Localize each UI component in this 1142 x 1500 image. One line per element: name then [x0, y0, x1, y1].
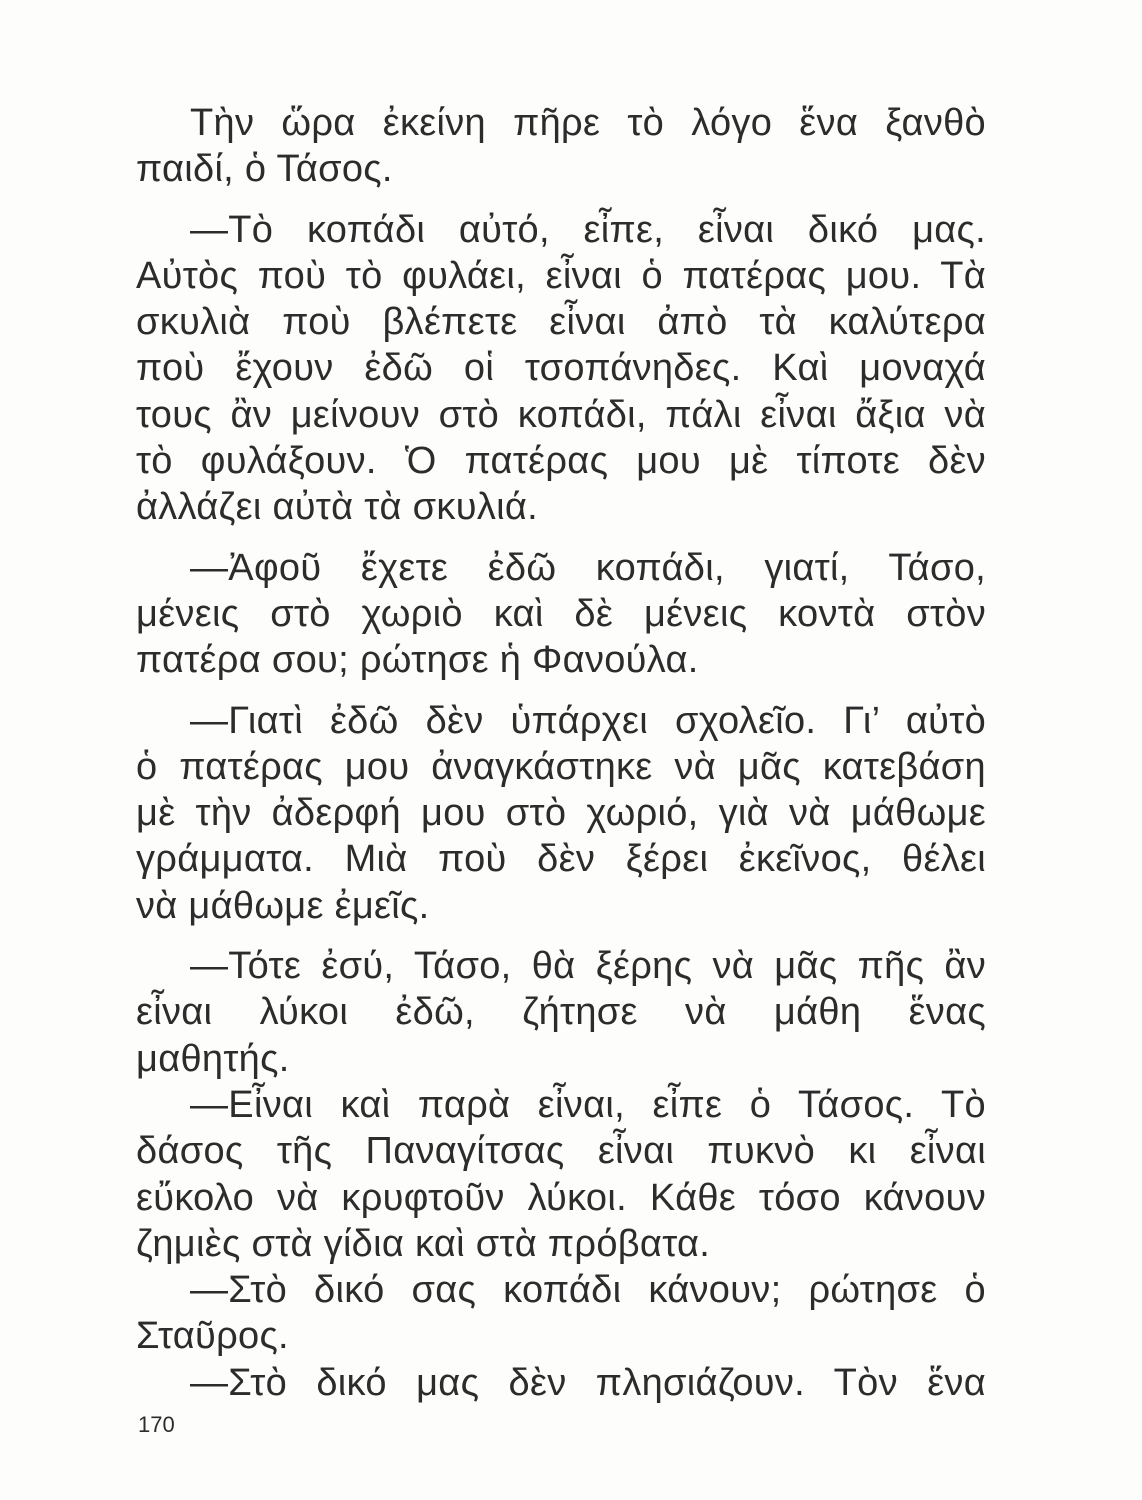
- text-line: εὔκολο νὰ κρυφτοῦν λύκοι. Κάθε τόσο κάνουν: [136, 1176, 986, 1219]
- text-line: τους ἂν μείνουν στὸ κοπάδι, πάλι εἶναι ἄξια νὰ: [136, 393, 986, 436]
- text-line: —Γιατὶ ἐδῶ δὲν ὑπάρχει σχολεῖο. Γι’ αὐτὸ: [190, 699, 986, 742]
- text-line: —Ἀφοῦ ἔχετε ἐδῶ κοπάδι, γιατί, Τάσο,: [190, 546, 986, 589]
- text-line: —Εἶναι καὶ παρὰ εἶναι, εἶπε ὁ Τάσος. Τὸ: [190, 1083, 986, 1126]
- page-number: 170: [138, 1412, 175, 1437]
- text-line: δάσος τῆς Παναγίτσας εἶναι πυκνὸ κι εἶναι: [136, 1130, 986, 1173]
- text-line: μένεις στὸ χωριὸ καὶ δὲ μένεις κοντὰ στὸν: [136, 592, 986, 635]
- text-line: τὸ φυλάξουν. Ὁ πατέρας μου μὲ τίποτε δὲν: [136, 440, 986, 483]
- body-text: [136, 100, 986, 1406]
- text-line: ἀλλάζει αὐτὰ τὰ σκυλιά.: [136, 486, 538, 529]
- text-line: Τὴν ὥρα ἐκείνη πῆρε τὸ λόγο ἕνα ξανθὸ: [190, 102, 986, 144]
- text-line: —Στὸ δικό μας δὲν πλησιάζουν. Τὸν ἕνα: [190, 1361, 986, 1404]
- text-line: Σταῦρος.: [136, 1315, 289, 1358]
- text-line: ποὺ ἔχουν ἐδῶ οἱ τσοπάνηδες. Καὶ μοναχά: [136, 347, 986, 390]
- text-line: ὁ πατέρας μου ἀναγκάστηκε νὰ μᾶς κατεβάση: [136, 745, 986, 788]
- text-line: Αὐτὸς ποὺ τὸ φυλάει, εἶναι ὁ πατέρας μου. Τὰ: [136, 254, 986, 297]
- paragraph-gap: [136, 929, 986, 943]
- text-line: παιδί, ὁ Τάσος.: [136, 148, 393, 191]
- paragraph-gap: [136, 193, 986, 207]
- text-line: ζημιὲς στὰ γίδια καὶ στὰ πρόβατα.: [136, 1222, 711, 1265]
- text-line: γράμματα. Μιὰ ποὺ δὲν ξέρει ἐκεῖνος, θέλει: [136, 838, 986, 881]
- text-line: μαθητής.: [136, 1037, 290, 1080]
- text-line: —Τὸ κοπάδι αὐτό, εἶπε, εἶναι δικό μας.: [190, 208, 986, 251]
- text-line: —Τότε ἐσύ, Τάσο, θὰ ξέρης νὰ μᾶς πῆς ἂν: [190, 945, 986, 988]
- text-line: μὲ τὴν ἀδερφή μου στὸ χωριό, γιὰ νὰ μάθωμε: [136, 792, 986, 835]
- text-line: πατέρα σου; ρώτησε ἡ Φανούλα.: [136, 639, 699, 682]
- text-line: —Στὸ δικό σας κοπάδι κάνουν; ρώτησε ὁ: [190, 1269, 986, 1312]
- text-line: εἶναι λύκοι ἐδῶ, ζήτησε νὰ μάθη ἕνας: [136, 991, 986, 1034]
- text-line: σκυλιὰ ποὺ βλέπετε εἶναι ἀπὸ τὰ καλύτερα: [136, 301, 986, 344]
- text-line: νὰ μάθωμε ἐμεῖς.: [136, 884, 430, 927]
- paragraph-gap: [136, 684, 986, 698]
- paragraph-gap: [136, 531, 986, 545]
